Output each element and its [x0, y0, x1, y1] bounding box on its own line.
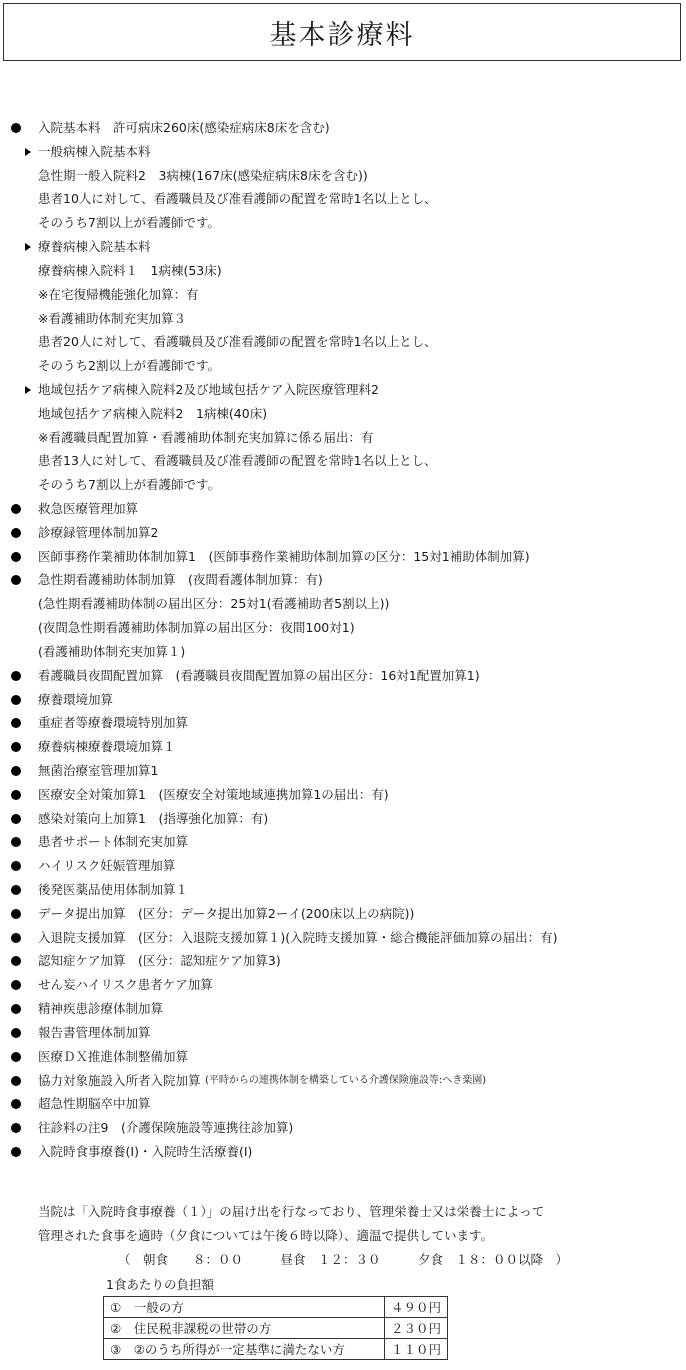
list-item	[0, 759, 686, 783]
bullet-dot-icon	[11, 885, 21, 895]
list-item-text: (急性期看護補助体制の届出区分：25対1(看護補助者5割以上))	[38, 596, 390, 612]
list-item	[0, 1021, 686, 1045]
bullet-dot-icon	[11, 933, 21, 943]
list-item	[0, 116, 686, 140]
list-item-text: 患者サポート体制充実加算	[38, 834, 189, 850]
list-item-text: (夜間急性期看護補助体制加算の届出区分：夜間100対1)	[38, 620, 355, 636]
list-item-text: 入院時食事療養(Ⅰ)・入院時生活療養(Ⅰ)	[38, 1143, 253, 1159]
list-item	[0, 1116, 686, 1140]
list-item	[0, 330, 686, 354]
list-item	[0, 688, 686, 712]
list-item	[0, 1140, 686, 1164]
bullet-dot-icon	[11, 504, 21, 514]
list-item-text: 救急医療管理加算	[38, 501, 139, 516]
bullet-dot-icon	[11, 837, 21, 847]
list-item-text: そのうち2割以上が看護師です。	[38, 358, 220, 374]
list-item-text: 地域包括ケア病棟入院料2及び地域包括ケア入院医療管理料2	[38, 381, 379, 397]
list-item	[0, 807, 686, 831]
bullet-dot-icon	[11, 575, 21, 585]
list-item	[0, 783, 686, 807]
list-item-text: (看護補助体制充実加算１)	[38, 643, 186, 659]
bullet-dot-icon	[11, 980, 21, 990]
list-item	[0, 997, 686, 1021]
meal-paragraph-1: 当院は「入院時食事療養（１）」の届け出を行なっており、管理栄養士又は栄養士によって	[38, 1204, 545, 1219]
list-item	[0, 568, 686, 592]
list-item-text: 療養病棟入院基本料	[38, 239, 151, 255]
page-title-box	[3, 3, 681, 61]
list-item-text: ※看護補助体制充実加算３	[38, 310, 186, 326]
list-item	[0, 449, 686, 473]
item-list	[0, 116, 686, 1164]
list-item-text: 感染対策向上加算1 (指導強化加算：有)	[38, 810, 269, 826]
list-item-text: 報告書管理体制加算	[38, 1024, 151, 1040]
list-item-text: 入退院支援加算 (区分：入退院支援加算１)(入院時支援加算・総合機能評価加算の届出：有)	[38, 929, 558, 945]
list-item-text: 患者20人に対して、看護職員及び准看護師の配置を常時1名以上とし、	[38, 334, 437, 350]
bullet-dot-icon	[11, 1099, 21, 1109]
table-row	[104, 1318, 448, 1339]
list-item	[0, 640, 686, 664]
bullet-dot-icon	[11, 909, 21, 919]
list-item	[0, 283, 686, 307]
list-item-text: 一般病棟入院基本料	[38, 143, 151, 159]
list-item-text: 無菌治療室管理加算1	[38, 762, 159, 778]
list-item-text: 協力対象施設入所者入院加算	[38, 1072, 201, 1088]
triangle-bullet-icon	[25, 243, 31, 251]
fee-price: ２３０円	[385, 1318, 448, 1339]
list-item-text: そのうち7割以上が看護師です。	[38, 215, 220, 231]
list-item-text: 医療ＤＸ推進体制整備加算	[38, 1048, 189, 1064]
list-item	[0, 187, 686, 211]
list-item	[0, 211, 686, 235]
list-item-text: 療養病棟療養環境加算１	[38, 739, 176, 755]
list-item	[0, 307, 686, 331]
list-item	[0, 164, 686, 188]
list-item	[0, 592, 686, 616]
list-item-text: 療養病棟入院料１ 1病棟(53床)	[38, 262, 222, 278]
list-item-note: (平時からの連携体制を構築している介護保険施設等:へき楽園)	[205, 1074, 487, 1086]
list-item-text: 入院基本料 許可病床260床(感染症病床8床を含む)	[38, 120, 330, 135]
bullet-dot-icon	[11, 814, 21, 824]
bullet-dot-icon	[11, 1076, 21, 1086]
bullet-dot-icon	[11, 1052, 21, 1062]
list-item	[0, 378, 686, 402]
bullet-dot-icon	[11, 1147, 21, 1157]
list-item	[0, 545, 686, 569]
list-item	[0, 830, 686, 854]
list-item	[0, 140, 686, 164]
list-item	[0, 521, 686, 545]
list-item-text: 医師事務作業補助体制加算1 (医師事務作業補助体制加算の区分：15対1補助体制加算)	[38, 548, 530, 564]
list-item	[0, 497, 686, 521]
triangle-bullet-icon	[25, 386, 31, 394]
list-item-text: 看護職員夜間配置加算 (看護職員夜間配置加算の届出区分：16対1配置加算1)	[38, 667, 480, 683]
bullet-dot-icon	[11, 528, 21, 538]
list-item	[0, 973, 686, 997]
fee-label: ① 一般の方	[104, 1297, 385, 1318]
list-item	[0, 1092, 686, 1116]
fee-title: 1食あたりの負担額	[106, 1277, 214, 1292]
bullet-dot-icon	[11, 742, 21, 752]
triangle-bullet-icon	[25, 148, 31, 156]
list-item	[0, 1045, 686, 1069]
list-item	[0, 259, 686, 283]
list-item	[0, 664, 686, 688]
meal-paragraph-2: 管理された食事を適時（夕食については午後６時以降）、適温で提供しています。	[38, 1228, 494, 1243]
list-item-text: 精神疾患診療体制加算	[38, 1001, 164, 1017]
fee-price: ４９０円	[385, 1297, 448, 1318]
list-item	[0, 854, 686, 878]
list-item	[0, 402, 686, 426]
list-item	[0, 949, 686, 973]
bullet-dot-icon	[11, 861, 21, 871]
list-item-text: 往診料の注9 (介護保険施設等連携往診加算)	[38, 1120, 294, 1136]
list-item-text: 患者13人に対して、看護職員及び准看護師の配置を常時1名以上とし、	[38, 453, 437, 469]
meal-times: （ 朝食 ８：００ 昼食 １２：３０ 夕食 １８：００以降 ）	[118, 1252, 569, 1267]
fee-label: ② 住民税非課税の世帯の方	[104, 1318, 385, 1339]
list-item-text: 認知症ケア加算 (区分：認知症ケア加算3)	[38, 953, 281, 969]
bullet-dot-icon	[11, 790, 21, 800]
list-item-text: 診療録管理体制加算2	[38, 524, 159, 540]
list-item-text: 重症者等療養環境特別加算	[38, 715, 189, 731]
list-item-text: 医療安全対策加算1 (医療安全対策地域連携加算1の届出：有)	[38, 786, 389, 802]
bullet-dot-icon	[11, 956, 21, 966]
bullet-dot-icon	[11, 695, 21, 705]
bullet-dot-icon	[11, 1123, 21, 1133]
bullet-dot-icon	[11, 123, 21, 133]
bullet-dot-icon	[11, 1028, 21, 1038]
list-item	[0, 926, 686, 950]
list-item	[0, 354, 686, 378]
list-item	[0, 902, 686, 926]
table-row	[104, 1339, 448, 1360]
list-item	[0, 735, 686, 759]
table-row	[104, 1297, 448, 1318]
list-item	[0, 616, 686, 640]
list-item-text: 地域包括ケア病棟入院料2 1病棟(40床)	[38, 405, 268, 421]
list-item-text: そのうち7割以上が看護師です。	[38, 477, 220, 493]
list-item	[0, 235, 686, 259]
list-item-text: ハイリスク妊娠管理加算	[38, 858, 176, 874]
bullet-dot-icon	[11, 766, 21, 776]
bullet-dot-icon	[11, 552, 21, 562]
bullet-dot-icon	[11, 718, 21, 728]
list-item-text: 急性期一般入院料2 3病棟(167床(感染症病床8床を含む))	[38, 167, 368, 183]
list-item	[0, 878, 686, 902]
list-item	[0, 711, 686, 735]
list-item-text: 後発医薬品使用体制加算１	[38, 882, 189, 897]
list-item-text: データ提出加算 (区分：データ提出加算2ーイ(200床以上の病院))	[38, 905, 415, 921]
list-item-text: 療養環境加算	[38, 691, 114, 707]
fee-label: ③ ②のうち所得が一定基準に満たない方	[104, 1339, 385, 1360]
list-item	[0, 426, 686, 450]
list-item-text: 急性期看護補助体制加算 (夜間看護体制加算：有)	[38, 572, 323, 588]
page-title: 基本診療料	[269, 19, 415, 51]
fee-table	[103, 1296, 448, 1360]
list-item-text: ※看護職員配置加算・看護補助体制充実加算に係る届出：有	[38, 429, 374, 445]
bullet-dot-icon	[11, 1004, 21, 1014]
list-item	[0, 473, 686, 497]
list-item-text: 超急性期脳卒中加算	[38, 1096, 151, 1112]
list-item-text: せん妄ハイリスク患者ケア加算	[38, 977, 213, 993]
list-item	[0, 1069, 686, 1093]
fee-price: １１０円	[385, 1339, 448, 1360]
bullet-dot-icon	[11, 671, 21, 681]
list-item-text: ※在宅復帰機能強化加算：有	[38, 286, 199, 302]
list-item-text: 患者10人に対して、看護職員及び准看護師の配置を常時1名以上とし、	[38, 191, 437, 207]
